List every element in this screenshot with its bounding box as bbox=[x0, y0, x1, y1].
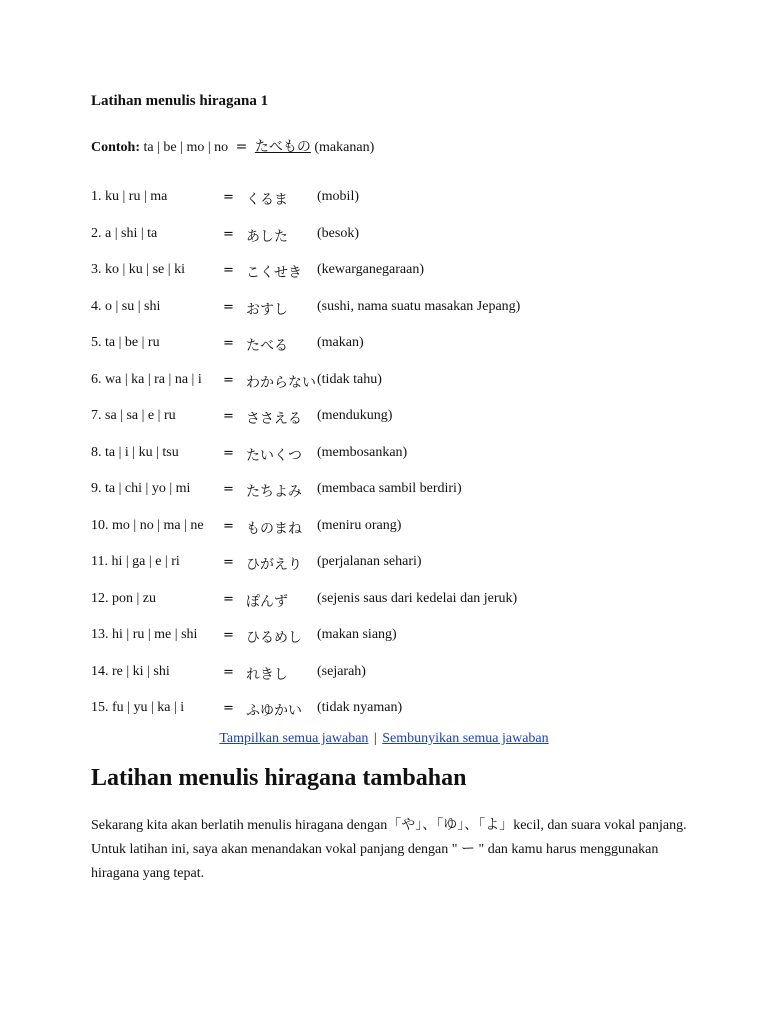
exercise-kana: おすし bbox=[246, 301, 288, 318]
exercise-kana: ささえる bbox=[246, 411, 302, 427]
exercise-equals: = bbox=[223, 190, 234, 205]
exercise-romaji: 7. sa | sa | e | ru bbox=[91, 408, 176, 423]
exercise-meaning: (tidak tahu) bbox=[317, 371, 382, 387]
exercise-kana: くるま bbox=[246, 192, 288, 208]
exercise-row bbox=[91, 481, 691, 503]
exercise-romaji: 14. re | ki | shi bbox=[91, 663, 170, 679]
exercise-kana: ひがえり bbox=[246, 557, 302, 573]
exercise-romaji: 6. wa | ka | ra | na | i bbox=[91, 371, 202, 387]
exercise-row bbox=[91, 335, 691, 357]
exercise-meaning: (makan siang) bbox=[317, 627, 397, 642]
exercise-kana: こくせき bbox=[246, 265, 302, 281]
exercise-equals: = bbox=[223, 701, 234, 716]
hide-all-answers-link[interactable]: Sembunyikan semua jawaban bbox=[382, 731, 549, 746]
exercise-kana: れきし bbox=[246, 666, 288, 683]
exercise-kana: あした bbox=[246, 228, 288, 245]
exercise-row bbox=[91, 226, 691, 248]
exercise-meaning: (makan) bbox=[317, 335, 364, 350]
exercise-equals: = bbox=[223, 664, 234, 680]
exercise-meaning: (membaca sambil berdiri) bbox=[317, 481, 462, 496]
exercise-romaji: 3. ko | ku | se | ki bbox=[91, 262, 185, 277]
exercise-meaning: (sejenis saus dari kedelai dan jeruk) bbox=[317, 590, 518, 606]
exercise-row bbox=[91, 372, 691, 394]
exercise-romaji: 2. a | shi | ta bbox=[91, 225, 158, 241]
exercise-row bbox=[91, 445, 691, 467]
exercise-equals: = bbox=[223, 263, 234, 278]
exercise-meaning: (sejarah) bbox=[317, 663, 366, 679]
exercise-meaning: (perjalanan sehari) bbox=[317, 554, 422, 569]
exercise-meaning: (besok) bbox=[317, 225, 359, 241]
section-title-additional: Latihan menulis hiragana tambahan bbox=[91, 765, 467, 791]
exercise-romaji: 4. o | su | shi bbox=[91, 298, 161, 314]
exercise-romaji: 9. ta | chi | yo | mi bbox=[91, 481, 191, 496]
exercise-kana: たべる bbox=[246, 338, 288, 354]
exercise-row bbox=[91, 591, 691, 613]
exercise-meaning: (meniru orang) bbox=[317, 517, 402, 533]
exercise-equals: = bbox=[223, 591, 234, 607]
exercise-kana: わからない bbox=[246, 374, 316, 391]
exercise-equals: = bbox=[223, 299, 234, 315]
exercise-romaji: 5. ta | be | ru bbox=[91, 335, 160, 350]
answer-toggle-links bbox=[0, 731, 768, 747]
exercise-row bbox=[91, 262, 691, 284]
example-line bbox=[91, 136, 374, 156]
exercise-equals: = bbox=[223, 482, 234, 497]
exercise-romaji: 13. hi | ru | me | shi bbox=[91, 627, 198, 642]
exercise-row bbox=[91, 700, 691, 722]
exercise-equals: = bbox=[223, 518, 234, 534]
exercise-row bbox=[91, 299, 691, 321]
exercise-meaning: (tidak nyaman) bbox=[317, 700, 403, 715]
exercise-row bbox=[91, 408, 691, 430]
exercise-equals: = bbox=[223, 336, 234, 351]
exercise-romaji: 12. pon | zu bbox=[91, 590, 157, 606]
exercise-equals: = bbox=[223, 372, 234, 388]
exercise-romaji: 10. mo | no | ma | ne bbox=[91, 517, 204, 533]
exercise-row bbox=[91, 189, 691, 211]
exercise-row bbox=[91, 664, 691, 686]
exercise-romaji: 11. hi | ga | e | ri bbox=[91, 554, 180, 569]
example-label: Contoh: bbox=[91, 140, 141, 155]
instruction-paragraph: Sekarang kita akan berlatih menulis hiragana dengan「や」、「ゆ」、「よ」kecil, dan suara vokal panjang. Untuk latihan ini, saya akan menandakan vokal panjang dengan " ー " dan kamu harus menggunakan hiragana yang tepat. bbox=[91, 818, 687, 881]
exercise-romaji: 1. ku | ru | ma bbox=[91, 189, 168, 204]
exercise-equals: = bbox=[223, 628, 234, 643]
exercise-romaji: 15. fu | yu | ka | i bbox=[91, 700, 185, 715]
exercise-kana: ぽんず bbox=[246, 593, 288, 610]
example-equals: = bbox=[235, 139, 248, 155]
example-kana: たべもの bbox=[254, 139, 311, 155]
exercise-meaning: (sushi, nama suatu masakan Jepang) bbox=[317, 298, 521, 314]
exercise-kana: ふゆかい bbox=[246, 703, 302, 719]
exercise-meaning: (mobil) bbox=[317, 189, 359, 204]
exercise-equals: = bbox=[223, 555, 234, 570]
example-romaji: ta | be | mo | no bbox=[143, 140, 229, 155]
show-all-answers-link[interactable]: Tampilkan semua jawaban bbox=[219, 731, 369, 746]
exercise-row bbox=[91, 627, 691, 649]
exercise-kana: たいくつ bbox=[246, 447, 302, 464]
exercise-kana: ひるめし bbox=[246, 630, 302, 646]
exercise-equals: = bbox=[223, 445, 234, 461]
link-separator: | bbox=[373, 731, 377, 746]
section-title: Latihan menulis hiragana 1 bbox=[91, 93, 269, 109]
example-meaning: (makanan) bbox=[314, 140, 375, 155]
exercise-equals: = bbox=[223, 226, 234, 242]
exercise-kana: たちよみ bbox=[246, 484, 302, 500]
exercise-row bbox=[91, 554, 691, 576]
exercise-meaning: (kewarganegaraan) bbox=[317, 262, 425, 277]
exercise-meaning: (mendukung) bbox=[317, 408, 393, 423]
exercise-kana: ものまね bbox=[246, 520, 302, 537]
exercise-equals: = bbox=[223, 409, 234, 424]
exercise-row bbox=[91, 518, 691, 540]
exercise-romaji: 8. ta | i | ku | tsu bbox=[91, 444, 179, 460]
exercise-meaning: (membosankan) bbox=[317, 444, 408, 460]
